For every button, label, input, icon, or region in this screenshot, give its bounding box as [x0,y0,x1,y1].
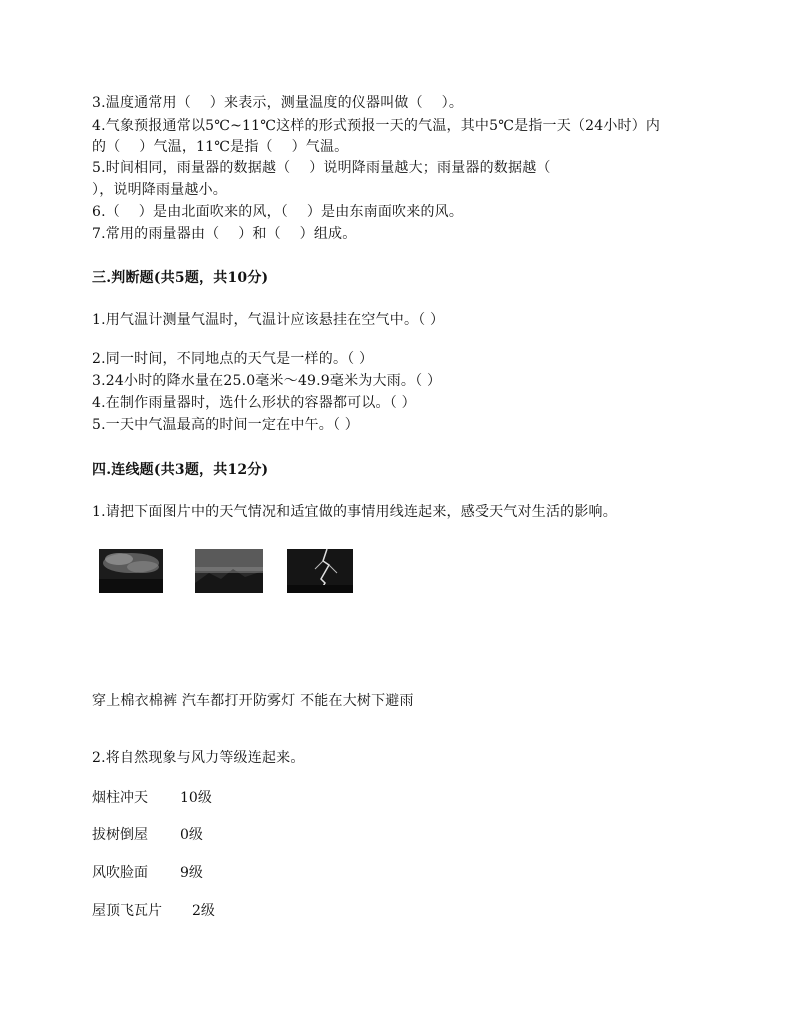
fill-question-7: 7.常用的雨量器由（ ）和（ ）组成。 [92,226,357,242]
fill-question-5-line-1: 5.时间相同，雨量器的数据越（ ）说明降雨量越大；雨量器的数据越（ [92,160,551,176]
judge-item-5: 5.一天中气温最高的时间一定在中午。（ ） [92,417,360,433]
fill-question-6: 6.（ ）是由北面吹来的风，（ ）是由东南面吹来的风。 [92,204,464,220]
snow-photo [99,549,163,593]
judge-section-heading: 三.判断题(共5题，共10分) [92,270,269,286]
phenomenon-label: 烟柱冲天 [92,790,148,806]
lightning-photo [287,549,353,593]
wind-level-label: 0级 [180,827,203,843]
wind-level-label: 2级 [192,903,215,919]
judge-item-3: 3.24小时的降水量在25.0毫米～49.9毫米为大雨。（ ） [92,373,442,389]
wind-level-label: 10级 [180,790,212,806]
fog-photo [195,549,263,593]
matching-activities-row: 穿上棉衣棉裤 汽车都打开防雾灯 不能在大树下避雨 [92,693,414,709]
fill-question-4-line-2: 的（ ）气温，11℃是指（ ）气温。 [92,139,349,155]
fill-question-3: 3.温度通常用（ ）来表示，测量温度的仪器叫做（ ）。 [92,95,464,111]
matching-section-heading: 四.连线题(共3题，共12分) [92,462,269,478]
wind-pair-row [92,901,215,921]
fill-question-5-line-2: ），说明降雨量越小。 [92,182,227,198]
judge-item-4: 4.在制作雨量器时，选什么形状的容器都可以。（ ） [92,395,416,411]
matching-question-2: 2.将自然现象与风力等级连起来。 [92,750,305,766]
wind-pair-row [92,788,212,808]
fill-question-4-line-1: 4.气象预报通常以5℃~11℃这样的形式预报一天的气温，其中5℃是指一天（24小时）内 [92,118,661,134]
phenomenon-label: 风吹脸面 [92,865,148,881]
wind-level-label: 9级 [180,865,203,881]
judge-item-1: 1.用气温计测量气温时，气温计应该悬挂在空气中。（ ） [92,312,445,328]
phenomenon-label: 屋顶飞瓦片 [92,903,162,919]
matching-question-1: 1.请把下面图片中的天气情况和适宜做的事情用线连起来，感受天气对生活的影响。 [92,504,617,520]
wind-pair-row [92,825,203,845]
judge-item-2: 2.同一时间，不同地点的天气是一样的。（ ） [92,351,374,367]
wind-pair-row [92,863,203,883]
phenomenon-label: 拔树倒屋 [92,827,148,843]
